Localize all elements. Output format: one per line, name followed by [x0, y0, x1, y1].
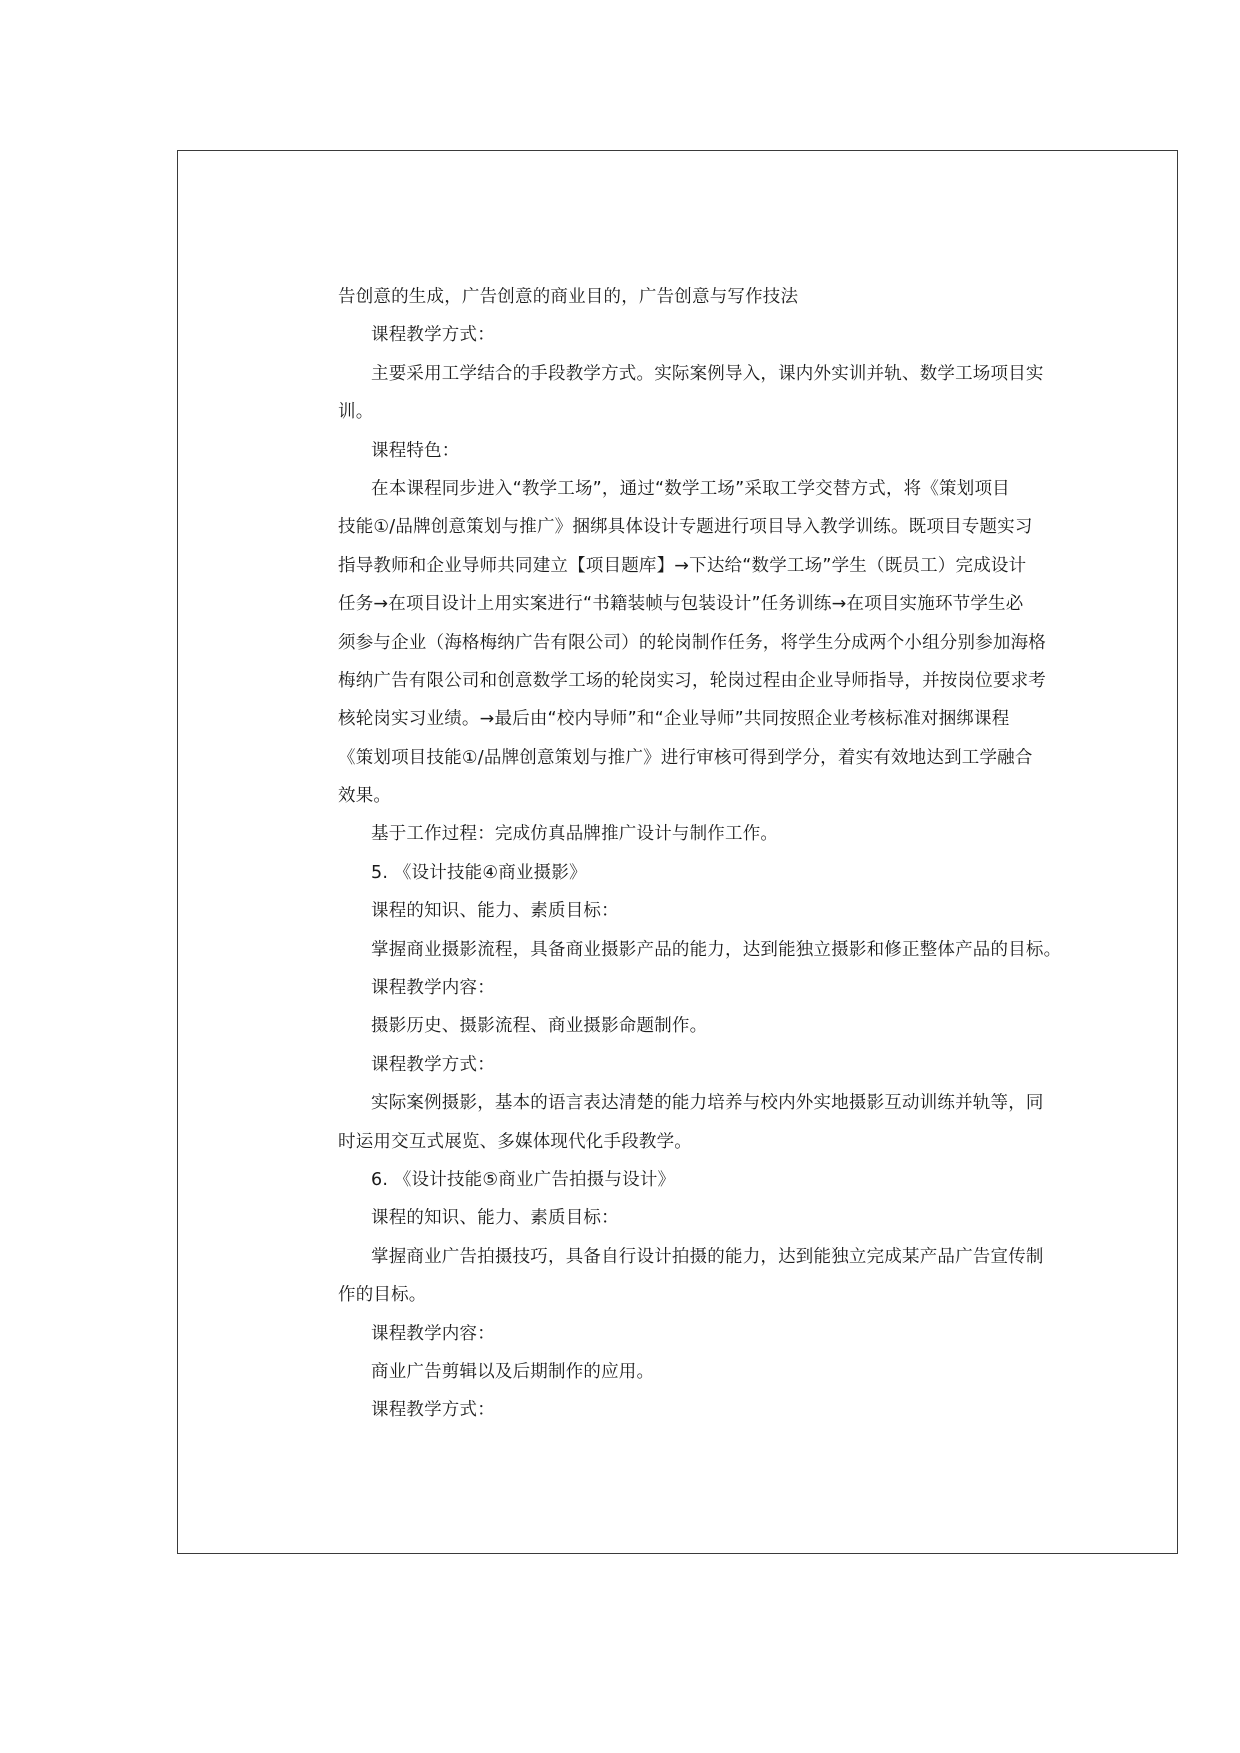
text-line: 课程教学方式：	[371, 325, 495, 346]
text-line: 技能①/品牌创意策划与推广》捆绑具体设计专题进行项目导入教学训练。既项目专题实习	[338, 517, 1033, 538]
text-line: 课程特色：	[371, 440, 460, 461]
text-line: 实际案例摄影，基本的语言表达清楚的能力培养与校内外实地摄影互动训练并轨等，同	[371, 1093, 1044, 1114]
text-line: 效果。	[338, 786, 392, 807]
text-line: 核轮岗实习业绩。→最后由“校内导师”和“企业导师”共同按照企业考核标准对捆绑课程	[338, 709, 1010, 730]
text-line: 须参与企业（海格梅纳广告有限公司）的轮岗制作任务，将学生分成两个小组分别参加海格	[338, 632, 1046, 653]
text-line: 课程教学内容：	[371, 1323, 495, 1344]
section-heading: 5. 《设计技能④商业摄影》	[371, 862, 587, 883]
text-line: 告创意的生成，广告创意的商业目的，广告创意与写作技法	[338, 287, 799, 307]
text-line: 课程的知识、能力、素质目标：	[371, 901, 619, 922]
text-line: 掌握商业摄影流程，具备商业摄影产品的能力，达到能独立摄影和修正整体产品的目标。	[371, 939, 1062, 960]
text-line: 课程的知识、能力、素质目标：	[371, 1208, 619, 1229]
text-line: 课程教学方式：	[371, 1400, 495, 1421]
text-line: 基于工作过程：完成仿真品牌推广设计与制作工作。	[371, 824, 779, 845]
text-line: 任务→在项目设计上用实案进行“书籍装帧与包装设计”任务训练→在项目实施环节学生必	[338, 594, 1024, 615]
section-heading: 6. 《设计技能⑤商业广告拍摄与设计》	[371, 1169, 676, 1190]
text-line: 摄影历史、摄影流程、商业摄影命题制作。	[371, 1016, 708, 1037]
text-line: 指导教师和企业导师共同建立【项目题库】→下达给“数学工场”学生（既员工）完成设计	[338, 555, 1027, 576]
text-line: 课程教学方式：	[371, 1054, 495, 1075]
text-line: 《策划项目技能①/品牌创意策划与推广》进行审核可得到学分，着实有效地达到工学融合	[338, 747, 1033, 768]
text-line: 商业广告剪辑以及后期制作的应用。	[371, 1361, 655, 1382]
text-line: 掌握商业广告拍摄技巧，具备自行设计拍摄的能力，达到能独立完成某产品广告宣传制	[371, 1246, 1044, 1267]
text-line: 时运用交互式展览、多媒体现代化手段教学。	[338, 1131, 692, 1152]
text-line: 训。	[338, 402, 374, 423]
text-line: 作的目标。	[338, 1285, 427, 1306]
text-line: 主要采用工学结合的手段教学方式。实际案例导入，课内外实训并轨、数学工场项目实	[371, 363, 1044, 384]
document-body	[338, 278, 1062, 1430]
text-line: 在本课程同步进入“教学工场”，通过“数学工场”采取工学交替方式，将《策划项目	[371, 478, 1010, 499]
text-line: 课程教学内容：	[371, 978, 495, 999]
text-line: 梅纳广告有限公司和创意数学工场的轮岗实习，轮岗过程由企业导师指导，并按岗位要求考	[338, 670, 1046, 691]
